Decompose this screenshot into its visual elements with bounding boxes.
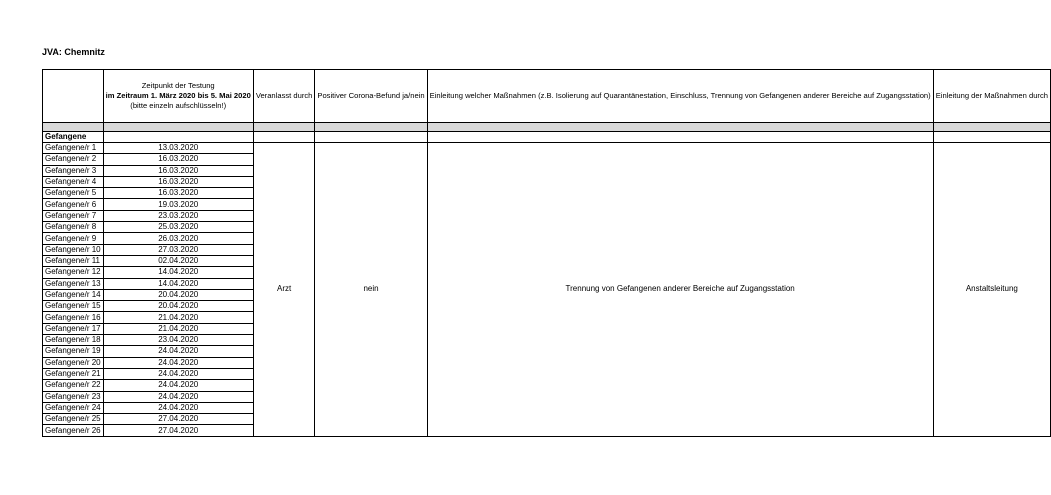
inmate-label: Gefangene/r 11 xyxy=(43,255,104,266)
test-date: 27.03.2020 xyxy=(103,244,253,255)
inmate-label: Gefangene/r 14 xyxy=(43,289,104,300)
inmate-label: Gefangene/r 17 xyxy=(43,323,104,334)
test-date: 16.03.2020 xyxy=(103,176,253,187)
test-date: 24.04.2020 xyxy=(103,346,253,357)
inmate-label: Gefangene/r 7 xyxy=(43,210,104,221)
section-cell xyxy=(933,132,1050,143)
inmate-label: Gefangene/r 8 xyxy=(43,222,104,233)
header-testing-time-period: im Zeitraum 1. März 2020 bis 5. Mai 2020 xyxy=(105,91,251,100)
test-date: 25.03.2020 xyxy=(103,222,253,233)
test-date: 23.04.2020 xyxy=(103,335,253,346)
test-date: 24.04.2020 xyxy=(103,391,253,402)
spacer-cell xyxy=(253,123,315,132)
section-cell xyxy=(315,132,427,143)
section-label: Gefangene xyxy=(43,132,104,143)
header-label-column xyxy=(43,70,104,123)
section-cell xyxy=(253,132,315,143)
header-measures-by: Einleitung der Maßnahmen durch xyxy=(933,70,1050,123)
inmate-label: Gefangene/r 5 xyxy=(43,188,104,199)
inmate-label: Gefangene/r 2 xyxy=(43,154,104,165)
spacer-cell xyxy=(103,123,253,132)
testing-table xyxy=(42,69,1051,437)
test-date: 24.04.2020 xyxy=(103,368,253,379)
header-row xyxy=(43,70,1051,123)
inmate-label: Gefangene/r 9 xyxy=(43,233,104,244)
header-testing-time xyxy=(103,70,253,123)
inmate-label: Gefangene/r 21 xyxy=(43,368,104,379)
test-date: 02.04.2020 xyxy=(103,255,253,266)
test-date: 20.04.2020 xyxy=(103,289,253,300)
table-row xyxy=(43,143,1051,154)
spacer-row xyxy=(43,123,1051,132)
inmate-label: Gefangene/r 26 xyxy=(43,425,104,436)
test-date: 21.04.2020 xyxy=(103,312,253,323)
header-measures: Einleitung welcher Maßnahmen (z.B. Isolierung auf Quarantänestation, Einschluss, Trennung von Gefangenen anderer Bereiche auf Zugangsstation) xyxy=(427,70,933,123)
merged-measures-by: Anstaltsleitung xyxy=(933,143,1050,437)
inmate-label: Gefangene/r 18 xyxy=(43,335,104,346)
spacer-cell xyxy=(315,123,427,132)
page-title: JVA: Chemnitz xyxy=(42,47,105,57)
inmate-label: Gefangene/r 10 xyxy=(43,244,104,255)
test-date: 19.03.2020 xyxy=(103,199,253,210)
merged-initiated-by: Arzt xyxy=(253,143,315,437)
header-positive-finding: Positiver Corona-Befund ja/nein xyxy=(315,70,427,123)
inmate-label: Gefangene/r 22 xyxy=(43,380,104,391)
inmate-label: Gefangene/r 25 xyxy=(43,414,104,425)
test-date: 23.03.2020 xyxy=(103,210,253,221)
header-initiated-by: Veranlasst durch xyxy=(253,70,315,123)
test-date: 24.04.2020 xyxy=(103,380,253,391)
inmate-label: Gefangene/r 15 xyxy=(43,301,104,312)
test-date: 24.04.2020 xyxy=(103,357,253,368)
inmate-label: Gefangene/r 19 xyxy=(43,346,104,357)
test-date: 14.04.2020 xyxy=(103,278,253,289)
inmate-label: Gefangene/r 16 xyxy=(43,312,104,323)
test-date: 20.04.2020 xyxy=(103,301,253,312)
merged-measures: Trennung von Gefangenen anderer Bereiche auf Zugangsstation xyxy=(427,143,933,437)
test-date: 16.03.2020 xyxy=(103,188,253,199)
test-date: 16.03.2020 xyxy=(103,165,253,176)
inmate-label: Gefangene/r 4 xyxy=(43,176,104,187)
inmate-label: Gefangene/r 6 xyxy=(43,199,104,210)
spacer-cell xyxy=(933,123,1050,132)
inmate-label: Gefangene/r 1 xyxy=(43,143,104,154)
section-cell xyxy=(103,132,253,143)
test-date: 26.03.2020 xyxy=(103,233,253,244)
test-date: 13.03.2020 xyxy=(103,143,253,154)
inmate-label: Gefangene/r 13 xyxy=(43,278,104,289)
test-date: 16.03.2020 xyxy=(103,154,253,165)
test-date: 24.04.2020 xyxy=(103,402,253,413)
section-cell xyxy=(427,132,933,143)
spacer-cell xyxy=(43,123,104,132)
inmate-label: Gefangene/r 24 xyxy=(43,402,104,413)
merged-positive-finding: nein xyxy=(315,143,427,437)
header-testing-time-note: (bitte einzeln aufschlüsseln!) xyxy=(130,101,227,110)
section-row xyxy=(43,132,1051,143)
inmate-label: Gefangene/r 12 xyxy=(43,267,104,278)
inmate-label: Gefangene/r 3 xyxy=(43,165,104,176)
test-date: 21.04.2020 xyxy=(103,323,253,334)
inmate-label: Gefangene/r 20 xyxy=(43,357,104,368)
test-date: 14.04.2020 xyxy=(103,267,253,278)
inmate-label: Gefangene/r 23 xyxy=(43,391,104,402)
spacer-cell xyxy=(427,123,933,132)
test-date: 27.04.2020 xyxy=(103,414,253,425)
header-testing-time-line1: Zeitpunkt der Testung xyxy=(141,81,215,90)
test-date: 27.04.2020 xyxy=(103,425,253,436)
